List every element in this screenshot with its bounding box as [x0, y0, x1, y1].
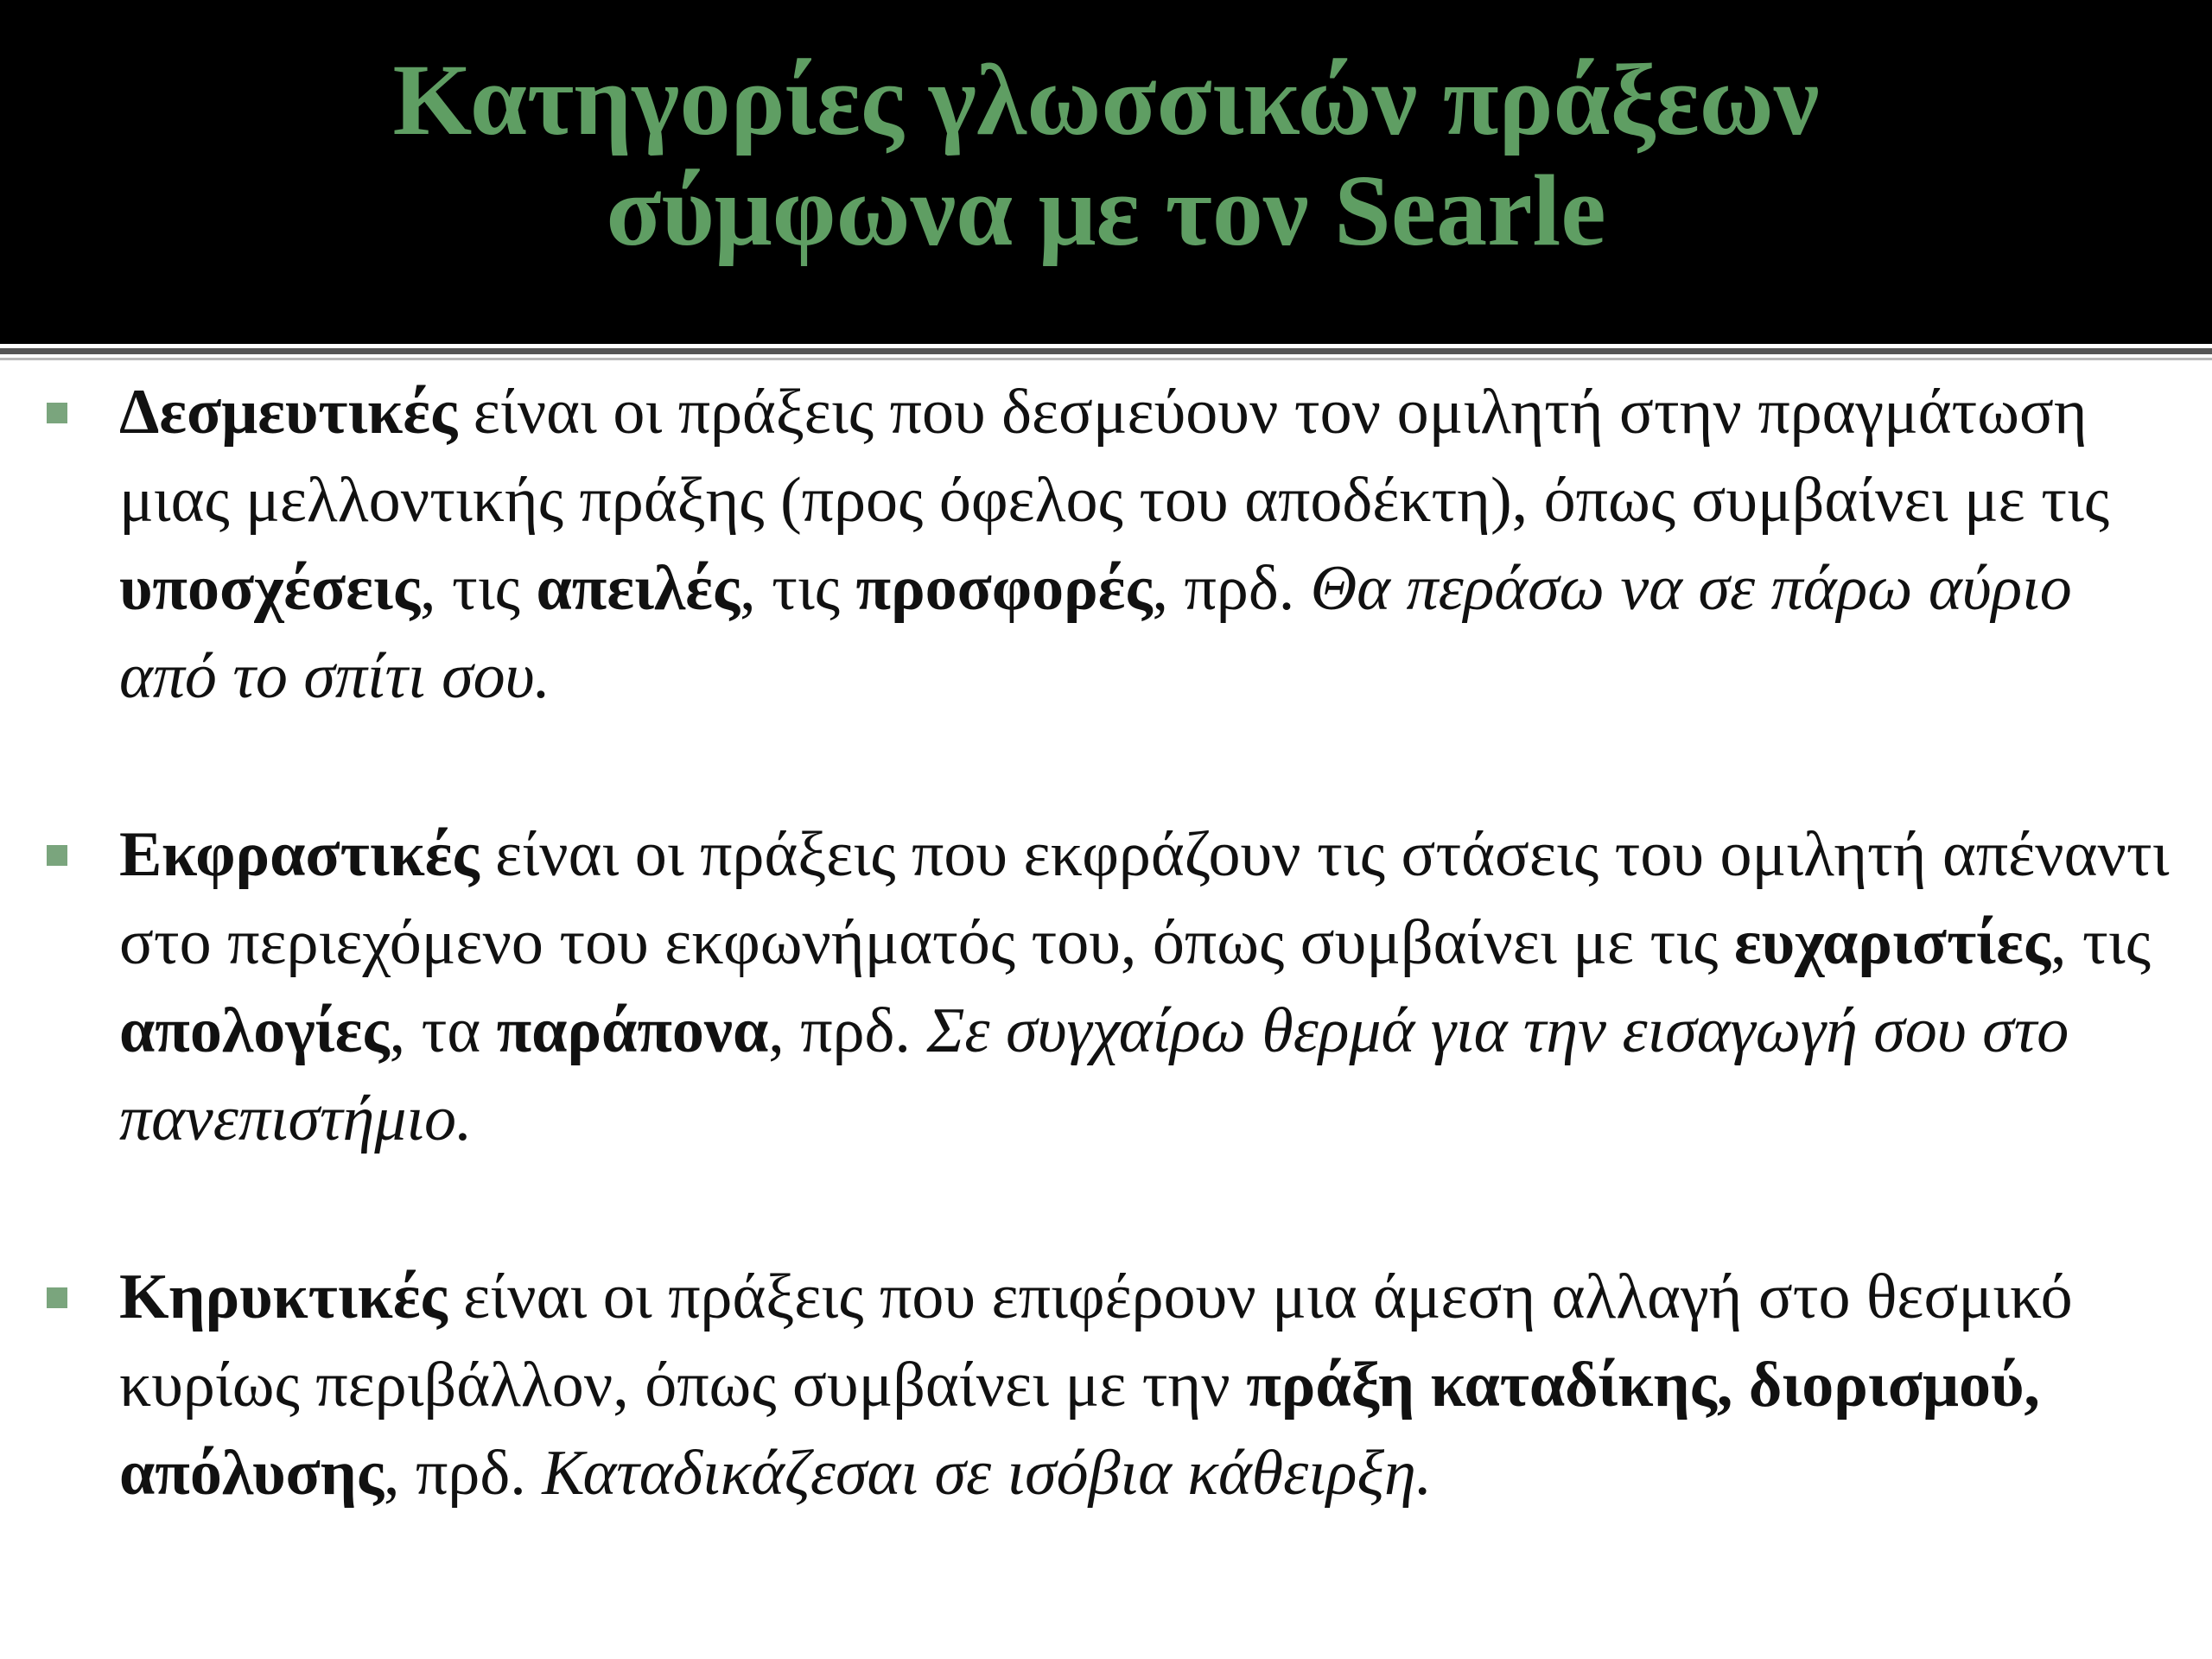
bullet-example: Σε συγχαίρω θερμά για την εισαγωγή σου στο πανεπιστήμιο.: [119, 995, 2069, 1154]
bullet-example: Καταδικάζεσαι σε ισόβια κάθειρξη.: [542, 1438, 1433, 1509]
title-line-1: Κατηγορίες γλωσσικών πράξεων: [392, 43, 1820, 156]
bullet-term: Εκφραστικές: [119, 819, 480, 890]
bullet-text: είναι οι πράξεις που εκφράζουν τις στάσεις του ομιλητή απέναντι στο περιεχόμενο του εκφωνήματός του, όπως συμβαίνει με τις: [119, 819, 2170, 978]
bullet-term: Δεσμευτικές: [119, 377, 458, 448]
bullet-keyword: υποσχέσεις: [119, 553, 421, 624]
square-bullet-icon: [47, 1287, 67, 1308]
bullet-commissives: [119, 368, 2184, 721]
bullet-keyword: ευχαριστίες: [1733, 907, 2051, 978]
bullet-expressives: [119, 810, 2184, 1163]
square-bullet-icon: [47, 403, 67, 423]
bullet-term: Κηρυκτικές: [119, 1262, 448, 1332]
bullet-text: , τα: [389, 995, 497, 1066]
bullet-keyword: προσφορές: [855, 553, 1153, 624]
title-line-2: σύμφωνα με τον Searle: [606, 154, 1606, 267]
bullet-declaratives: [119, 1253, 2184, 1517]
bullet-text: είναι οι πράξεις που δεσμεύουν τον ομιλητή στην πραγμάτωση μιας μελλοντικής πράξης (προς όφελος του αποδέκτη), όπως συμβαίνει με τις: [119, 377, 2110, 536]
bullet-text: είναι οι πράξεις που επιφέρουν μια άμεση αλλαγή στο θεσμικό κυρίως περιβάλλον, όπως συμβαίνει με την: [119, 1262, 2073, 1421]
bullet-text: , τις: [420, 553, 537, 624]
bullet-text: , τις: [2050, 907, 2151, 978]
bullet-keyword: παράπονα: [496, 995, 769, 1066]
bullet-keyword: απολογίες: [119, 995, 390, 1066]
bullet-keyword: απειλές: [536, 553, 741, 624]
bullet-text: , τις: [740, 553, 856, 624]
bullet-text: , πρδ.: [768, 995, 927, 1066]
square-bullet-icon: [47, 845, 67, 866]
bullet-example: Θα περάσω να σε πάρω αύριο από το σπίτι σου.: [119, 553, 2072, 712]
bullet-text: , πρδ.: [384, 1438, 543, 1509]
bullet-keyword: πράξη καταδίκης, διορισμού, απόλυσης: [119, 1350, 2040, 1509]
bullet-text: , πρδ.: [1152, 553, 1311, 624]
